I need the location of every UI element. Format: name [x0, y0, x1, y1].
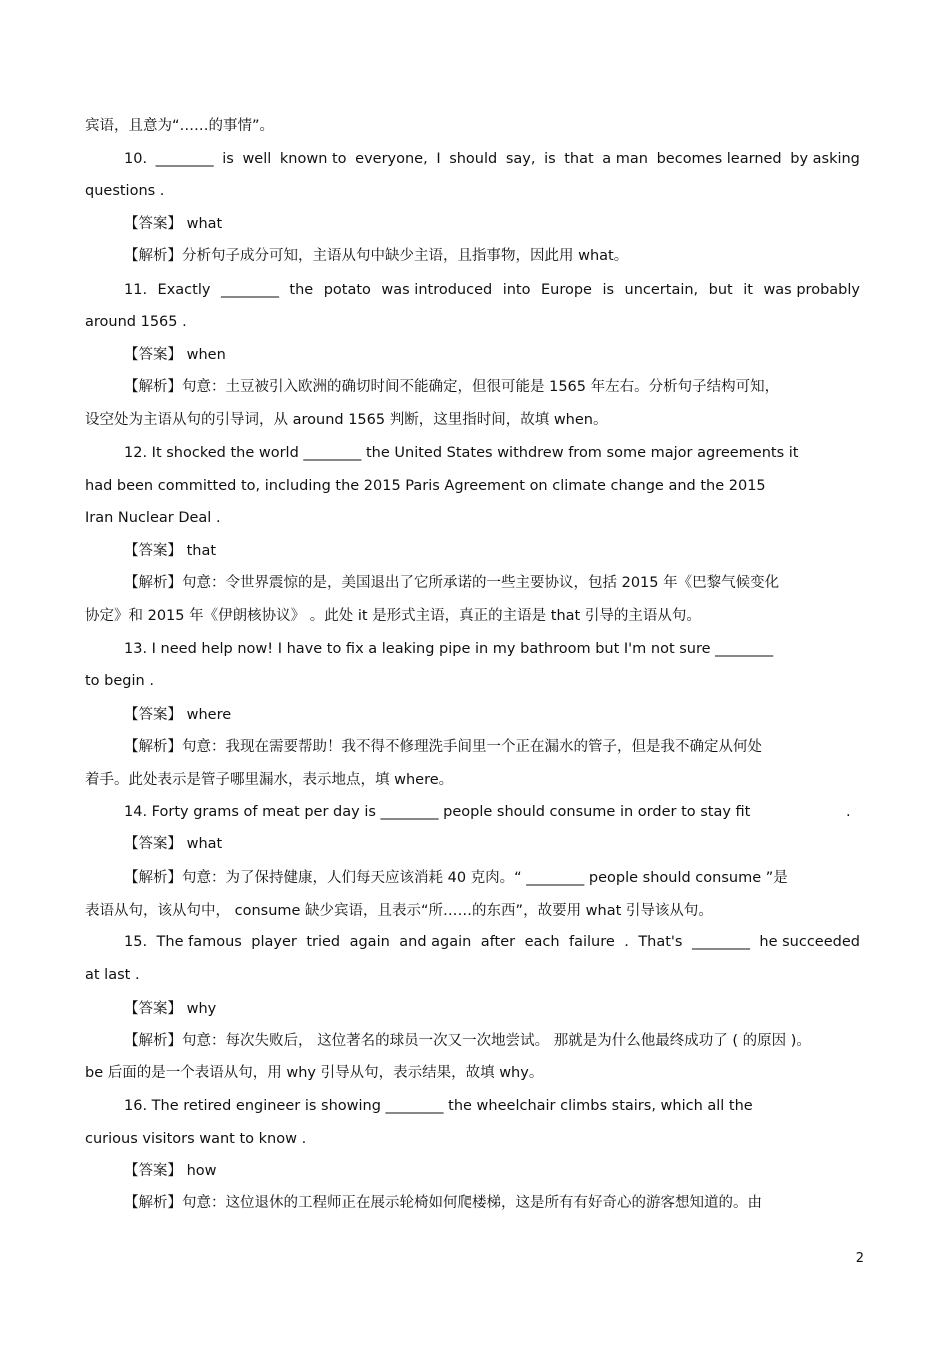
word: he succeeded: [759, 934, 860, 950]
question-11-line-2: around 1565 .: [85, 314, 187, 330]
word: was introduced: [381, 282, 493, 298]
explanation-10: 【解析】分析句子成分可知，主语从句中缺少主语，且指事物，因此用 what。: [124, 248, 629, 264]
question-15-line-1: [124, 932, 860, 952]
word: 11.: [124, 282, 148, 298]
word: player: [251, 934, 297, 950]
word: say,: [505, 151, 536, 167]
word: by asking: [790, 151, 860, 167]
page-number: 2: [855, 1251, 864, 1266]
word: that: [564, 151, 594, 167]
answer-16: 【答案】 how: [124, 1163, 217, 1179]
explanation-15-line-2: be 后面的是一个表语从句，用 why 引导从句，表示结果，故填 why。: [85, 1065, 544, 1081]
word: .: [624, 934, 629, 950]
word: each: [524, 934, 560, 950]
word: a man: [602, 151, 648, 167]
word: it: [743, 282, 753, 298]
answer-12: 【答案】 that: [124, 543, 217, 559]
explanation-14-line-2: 表语从句，该从句中， consume 缺少宾语，且表示“所……的东西”，故要用 what 引导该从句。: [85, 903, 713, 919]
explanation-14-line-1: 【解析】句意：为了保持健康，人们每天应该消耗 40 克肉。“ ________ people should consume ”是: [124, 870, 788, 886]
explanation-15-line-1: 【解析】句意：每次失败后， 这位著名的球员一次又一次地尝试。 那就是为什么他最终成功了 ( 的原因 )。: [124, 1033, 811, 1049]
word: known to: [279, 151, 347, 167]
word: was probably: [763, 282, 860, 298]
word: the: [289, 282, 314, 298]
word: is: [544, 151, 556, 167]
answer-13: 【答案】 where: [124, 707, 232, 723]
word: everyone,: [355, 151, 428, 167]
word: 10.: [124, 151, 148, 167]
text-line: 宾语，且意为“……的事情”。: [85, 118, 275, 134]
answer-14: 【答案】 what: [124, 836, 223, 852]
word: That's: [638, 934, 683, 950]
word: and again: [399, 934, 472, 950]
word: tried: [306, 934, 341, 950]
question-16-line-2: curious visitors want to know .: [85, 1131, 307, 1147]
question-12-line-2: had been committed to, including the 2015 Paris Agreement on climate change and the 2015: [85, 478, 766, 494]
question-14: 14. Forty grams of meat per day is ________ people should consume in order to stay fit: [124, 804, 751, 820]
blank: ________: [691, 934, 750, 950]
answer-10: 【答案】 what: [124, 216, 223, 232]
question-10-line-1: [124, 149, 860, 169]
explanation-13-line-1: 【解析】句意：我现在需要帮助！我不得不修理洗手间里一个正在漏水的管子，但是我不确定从何处: [124, 739, 762, 755]
explanation-16-line-1: 【解析】句意：这位退休的工程师正在展示轮椅如何爬楼梯，这是所有有好奇心的游客想知道的。由: [124, 1195, 762, 1211]
word: The famous: [156, 934, 242, 950]
word: should: [449, 151, 498, 167]
question-11-line-1: [124, 280, 860, 300]
word: well: [242, 151, 272, 167]
word: into: [502, 282, 531, 298]
word: Exactly: [157, 282, 211, 298]
answer-15: 【答案】 why: [124, 1001, 217, 1017]
question-14-period: .: [846, 804, 851, 820]
word: uncertain,: [624, 282, 699, 298]
explanation-11-line-2: 设空处为主语从句的引导词，从 around 1565 判断，这里指时间，故填 when。: [85, 412, 608, 428]
question-10-line-2: questions .: [85, 183, 165, 199]
word: Europe: [540, 282, 592, 298]
question-15-line-2: at last .: [85, 967, 140, 983]
word: 15.: [124, 934, 148, 950]
word: I: [436, 151, 441, 167]
word: but: [708, 282, 733, 298]
explanation-13-line-2: 着手。此处表示是管子哪里漏水，表示地点，填 where。: [85, 772, 454, 788]
word: again: [349, 934, 390, 950]
word: becomes learned: [656, 151, 782, 167]
word: is: [222, 151, 234, 167]
answer-11: 【答案】 when: [124, 347, 226, 363]
explanation-12-line-2: 协定》和 2015 年《伊朗核协议》 。此处 it 是形式主语，真正的主语是 that 引导的主语从句。: [85, 608, 701, 624]
question-13-line-2: to begin .: [85, 673, 154, 689]
blank: ________: [155, 151, 214, 167]
word: potato: [323, 282, 371, 298]
word: after: [480, 934, 516, 950]
explanation-12-line-1: 【解析】句意：令世界震惊的是，美国退出了它所承诺的一些主要协议，包括 2015 年《巴黎气候变化: [124, 575, 780, 591]
word: failure: [568, 934, 615, 950]
question-13-line-1: 13. I need help now! I have to fix a leaking pipe in my bathroom but I'm not sure ________: [124, 641, 774, 657]
blank: ________: [220, 282, 279, 298]
question-12-line-3: Iran Nuclear Deal .: [85, 510, 221, 526]
word: is: [602, 282, 615, 298]
explanation-11-line-1: 【解析】句意：土豆被引入欧洲的确切时间不能确定，但很可能是 1565 年左右。分析句子结构可知，: [124, 379, 780, 395]
question-12-line-1: 12. It shocked the world ________ the United States withdrew from some major agreements it: [124, 445, 799, 461]
question-16-line-1: 16. The retired engineer is showing ________ the wheelchair climbs stairs, which all the: [124, 1098, 753, 1114]
